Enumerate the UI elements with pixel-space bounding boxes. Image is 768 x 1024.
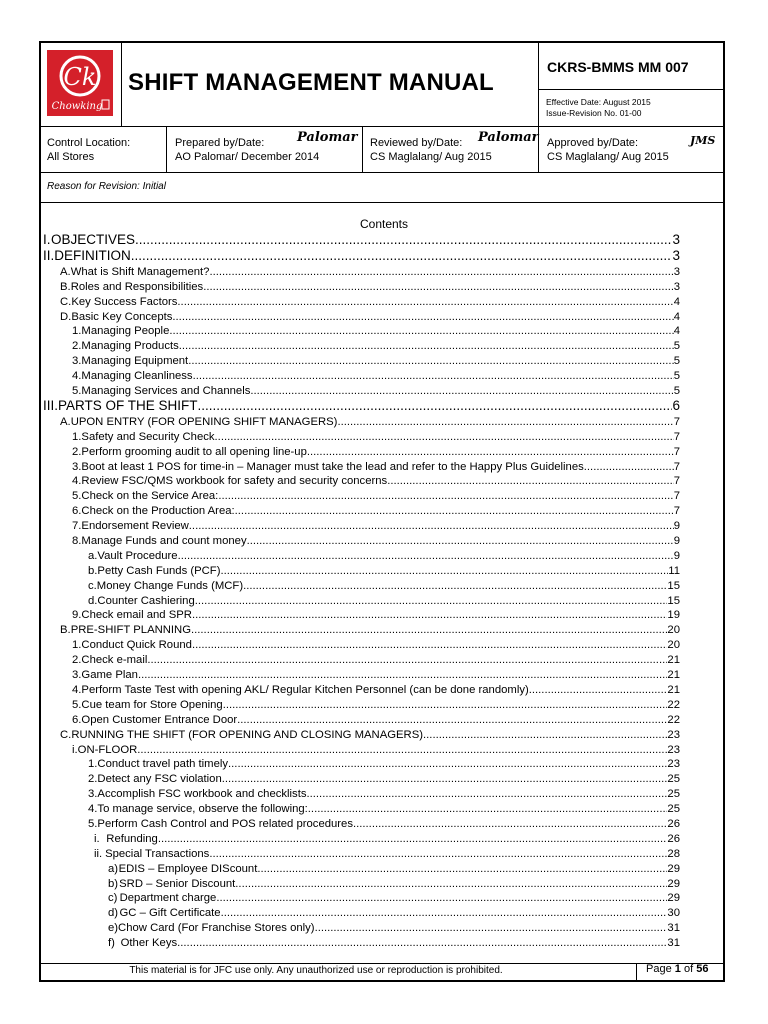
toc-leader-dots [308, 803, 668, 815]
toc-leader-dots [215, 431, 674, 443]
toc-leader-dots [220, 565, 668, 577]
toc-leader-dots [247, 535, 674, 547]
toc-entry-number: 1. [72, 430, 82, 443]
toc-entry-page: 7 [673, 505, 680, 518]
toc-entry[interactable] [43, 800, 680, 815]
toc-entry[interactable] [43, 547, 680, 562]
toc-entry-number: 3. [88, 788, 98, 801]
toc-entry-page: 3 [673, 265, 680, 278]
toc-entry[interactable] [43, 532, 680, 547]
prepared-by-label: Prepared by/Date: [175, 137, 265, 149]
divider [538, 42, 539, 126]
toc-entry-label: Refunding [106, 832, 158, 845]
toc-entry-label: Department charge [119, 892, 217, 905]
toc-leader-dots [147, 654, 667, 666]
toc-entry[interactable] [43, 577, 680, 592]
toc-entry-label: Other Keys [120, 937, 178, 950]
toc-entry-page: 9 [673, 535, 680, 548]
control-location-value: All Stores [47, 151, 95, 163]
toc-entry-number: C. [60, 728, 72, 741]
toc-entry-page: 21 [667, 654, 680, 667]
toc-entry-number: 5. [88, 817, 98, 830]
toc-entry-number: II. [43, 248, 55, 263]
toc-entry-page: 7 [673, 490, 680, 503]
page-of: of [683, 963, 694, 975]
issue-revision: Issue-Revision No. 01-00 [546, 108, 642, 118]
toc-entry-page: 9 [673, 520, 680, 533]
toc-entry-label: To manage service, observe the following: [97, 803, 308, 816]
toc-entry-label: UPON ENTRY (FOR OPENING SHIFT MANAGERS) [70, 415, 338, 428]
toc-leader-dots [169, 325, 673, 337]
toc-entry-label: GC – Gift Certificate [119, 907, 221, 920]
toc-entry-page: 31 [667, 922, 680, 935]
toc-entry-page: 5 [673, 385, 680, 398]
toc-entry[interactable] [43, 621, 680, 636]
toc-entry-number: C. [60, 295, 72, 308]
toc-entry-number: 2. [72, 445, 82, 458]
toc-leader-dots [192, 639, 667, 651]
toc-leader-dots [250, 385, 673, 397]
toc-leader-dots [209, 848, 667, 860]
toc-entry[interactable] [43, 785, 680, 800]
toc-entry[interactable] [43, 696, 680, 711]
contents-title: Contents [359, 217, 409, 231]
logo-text: Ck [63, 63, 97, 91]
toc-leader-dots [198, 398, 673, 413]
toc-entry[interactable] [43, 323, 680, 338]
toc-entry[interactable] [43, 636, 680, 651]
toc-entry-number: 3. [72, 669, 82, 682]
toc-entry-label: PRE-SHIFT PLANNING [70, 624, 191, 637]
toc-entry-page: 26 [667, 817, 680, 830]
divider [121, 42, 122, 126]
toc-entry-number: 3. [72, 355, 82, 368]
chowking-logo [47, 50, 113, 116]
toc-entry-page: 4 [673, 295, 680, 308]
toc-entry[interactable] [43, 443, 680, 458]
toc-leader-dots [228, 758, 667, 770]
toc-entry-page: 5 [673, 370, 680, 383]
toc-entry[interactable] [43, 247, 680, 263]
toc-entry-number: A. [60, 265, 71, 278]
toc-entry-number: d) [108, 907, 119, 920]
toc-entry-page: 29 [667, 862, 680, 875]
toc-entry[interactable] [43, 726, 680, 741]
toc-entry-page: 3 [672, 232, 680, 247]
toc-entry-label: EDIS – Employee DIScount [118, 862, 258, 875]
toc-entry-page: 7 [673, 475, 680, 488]
toc-entry-page: 25 [667, 803, 680, 816]
toc-entry-page: 3 [673, 280, 680, 293]
toc-leader-dots [353, 818, 667, 830]
toc-entry-page: 7 [673, 460, 680, 473]
toc-entry-number: III. [43, 398, 59, 414]
document-title: SHIFT MANAGEMENT MANUAL [128, 69, 494, 96]
toc-leader-dots [193, 370, 674, 382]
approved-signature: JMS [690, 134, 716, 147]
toc-entry-label: Roles and Responsibilities [70, 280, 204, 293]
toc-entry-page: 5 [673, 355, 680, 368]
toc-entry-number: e) [108, 922, 119, 935]
toc-entry-number: a. [88, 549, 98, 562]
toc-entry[interactable] [43, 666, 680, 681]
toc-entry[interactable] [43, 741, 680, 756]
toc-leader-dots [195, 595, 668, 607]
toc-leader-dots [237, 714, 667, 726]
toc-entry-number: a) [108, 862, 119, 875]
toc-entry-number: 6. [72, 713, 82, 726]
toc-leader-dots [221, 907, 668, 919]
toc-entry[interactable] [43, 830, 680, 845]
toc-entry[interactable] [43, 502, 680, 517]
toc-entry-label: Managing Services and Channels [81, 385, 251, 398]
toc-leader-dots [584, 461, 674, 473]
toc-entry-number: B. [60, 624, 71, 637]
toc-entry-number: 5. [72, 490, 82, 503]
toc-entry-label: Endorsement Review [81, 520, 189, 533]
toc-entry-number: c. [88, 579, 97, 592]
toc-entry[interactable] [43, 562, 680, 577]
toc-entry-page: 29 [667, 877, 680, 890]
toc-leader-dots [307, 446, 674, 458]
reviewed-by-value: CS Maglalang/ Aug 2015 [370, 151, 492, 163]
toc-entry[interactable] [43, 815, 680, 830]
toc-entry-number: I. [43, 232, 51, 247]
table-of-contents [43, 231, 680, 949]
toc-entry-label: Manage Funds and count money [81, 535, 247, 548]
toc-entry-number: d. [88, 594, 98, 607]
toc-leader-dots [337, 416, 673, 428]
toc-entry-label: Open Customer Entrance Door [81, 713, 238, 726]
toc-leader-dots [243, 580, 667, 592]
toc-entry-page: 20 [667, 639, 680, 652]
toc-entry[interactable] [43, 756, 680, 771]
toc-entry-label: Perform Taste Test with opening AKL/ Regular Kitchen Personnel (can be done randomly) [81, 683, 529, 696]
document-code: CKRS-BMMS MM 007 [547, 59, 689, 75]
toc-leader-dots [188, 355, 674, 367]
toc-entry[interactable] [43, 397, 680, 413]
toc-entry-number: 4. [72, 475, 82, 488]
divider [362, 126, 363, 172]
toc-entry-label: Petty Cash Funds (PCF) [97, 564, 221, 577]
effective-date: Effective Date: August 2015 [546, 97, 651, 107]
toc-entry-page: 23 [667, 743, 680, 756]
toc-entry-page: 3 [672, 248, 680, 263]
toc-entry-page: 20 [667, 624, 680, 637]
toc-entry-label: Basic Key Concepts [71, 310, 173, 323]
prepared-by-value: AO Palomar/ December 2014 [175, 151, 320, 163]
toc-leader-dots [307, 788, 668, 800]
logo-word: Chowking [51, 101, 103, 112]
toc-entry-label: What is Shift Management? [70, 265, 210, 278]
reviewed-signature: Palomar [478, 130, 539, 145]
toc-leader-dots [189, 520, 674, 532]
toc-leader-dots [235, 505, 674, 517]
toc-entry[interactable] [43, 651, 680, 666]
toc-leader-dots [192, 609, 667, 621]
toc-entry-label: Boot at least 1 POS for time-in – Manager must take the lead and refer to the Happy Plus Guidelines [81, 460, 584, 473]
toc-leader-dots [172, 311, 673, 323]
toc-entry-label: RUNNING THE SHIFT (FOR OPENING AND CLOSING MANAGERS) [71, 728, 424, 741]
toc-entry-page: 6 [672, 398, 680, 414]
divider [40, 202, 725, 203]
toc-entry[interactable] [43, 352, 680, 367]
toc-entry[interactable] [43, 382, 680, 397]
toc-leader-dots [222, 773, 668, 785]
toc-leader-dots [177, 296, 673, 308]
toc-entry-label: Check email and SPR [81, 609, 192, 622]
toc-leader-dots [138, 669, 667, 681]
toc-entry-number: 1. [72, 639, 82, 652]
toc-entry[interactable] [43, 770, 680, 785]
toc-entry-number: 4. [72, 683, 82, 696]
toc-entry-label: Managing Equipment [81, 355, 189, 368]
toc-entry[interactable] [43, 308, 680, 323]
toc-entry[interactable] [43, 487, 680, 502]
page-number [646, 963, 708, 975]
toc-entry[interactable] [43, 890, 680, 905]
toc-entry-label: Accomplish FSC workbook and checklists [97, 788, 307, 801]
divider [636, 963, 637, 982]
toc-entry-page: 15 [667, 594, 680, 607]
toc-leader-dots [216, 892, 667, 904]
toc-entry[interactable] [43, 592, 680, 607]
toc-entry[interactable] [43, 278, 680, 293]
toc-entry-number: 5. [72, 385, 82, 398]
toc-entry-page: 9 [673, 549, 680, 562]
toc-entry-number: 9. [72, 609, 82, 622]
toc-entry-label: Key Success Factors [71, 295, 178, 308]
approved-by-value: CS Maglalang/ Aug 2015 [547, 151, 669, 163]
toc-entry-number: 7. [72, 520, 82, 533]
toc-entry-label: Perform grooming audit to all opening line-up [81, 445, 307, 458]
toc-entry-label: Conduct travel path timely [97, 758, 229, 771]
toc-leader-dots [178, 550, 674, 562]
toc-leader-dots [179, 340, 674, 352]
toc-entry[interactable] [43, 231, 680, 247]
toc-entry-page: 25 [667, 773, 680, 786]
toc-entry-label: Managing Cleanliness [81, 370, 193, 383]
toc-entry-number: 2. [88, 773, 98, 786]
control-location-label: Control Location: [47, 137, 131, 149]
toc-entry-label: ON-FLOOR [77, 743, 138, 756]
toc-leader-dots [529, 684, 668, 696]
reviewed-by-label: Reviewed by/Date: [370, 137, 463, 149]
toc-entry-number: 1. [88, 758, 98, 771]
toc-entry-number: b) [108, 877, 119, 890]
toc-entry-page: 19 [667, 609, 680, 622]
divider [40, 126, 725, 127]
toc-entry-label: Game Plan [81, 669, 138, 682]
logo-icon [47, 50, 113, 116]
toc-entry[interactable] [43, 681, 680, 696]
toc-entry-page: 23 [667, 728, 680, 741]
toc-entry-label: OBJECTIVES [50, 232, 135, 247]
divider [166, 126, 167, 172]
toc-leader-dots [387, 475, 674, 487]
toc-entry[interactable] [43, 458, 680, 473]
toc-entry-number: 8. [72, 535, 82, 548]
toc-leader-dots [218, 490, 673, 502]
toc-entry-page: 15 [667, 579, 680, 592]
toc-entry[interactable] [43, 517, 680, 532]
toc-entry-label: Managing People [81, 325, 170, 338]
toc-entry-number: 1. [72, 325, 82, 338]
toc-entry-label: Cue team for Store Opening [81, 698, 223, 711]
toc-entry-page: 4 [673, 310, 680, 323]
toc-entry-number: D. [60, 310, 72, 323]
toc-entry[interactable] [43, 860, 680, 875]
toc-entry[interactable] [43, 875, 680, 890]
toc-entry-label: Managing Products [81, 340, 179, 353]
toc-entry-page: 22 [667, 698, 680, 711]
toc-entry-number: ii. [94, 847, 103, 860]
divider [40, 963, 725, 964]
toc-leader-dots [135, 232, 672, 247]
prepared-signature: Palomar [297, 130, 358, 145]
toc-entry-page: 28 [667, 847, 680, 860]
toc-leader-dots [235, 878, 667, 890]
toc-entry[interactable] [43, 337, 680, 352]
toc-entry-label: Counter Cashiering [97, 594, 195, 607]
toc-leader-dots [423, 729, 667, 741]
toc-entry-number: 4. [88, 803, 98, 816]
toc-entry[interactable] [43, 263, 680, 278]
toc-entry[interactable] [43, 293, 680, 308]
toc-entry-page: 25 [667, 788, 680, 801]
toc-entry[interactable] [43, 904, 680, 919]
toc-entry-number: 2. [72, 340, 82, 353]
page-current: 1 [674, 963, 681, 975]
toc-entry-label: Conduct Quick Round [81, 639, 192, 652]
toc-entry-page: 26 [667, 832, 680, 845]
toc-entry-number: i. [72, 743, 78, 756]
toc-entry-label: Perform Cash Control and POS related procedures [97, 817, 353, 830]
toc-entry-number: 2. [72, 654, 82, 667]
toc-entry[interactable] [43, 413, 680, 428]
toc-entry-page: 7 [673, 415, 680, 428]
toc-leader-dots [203, 281, 674, 293]
toc-leader-dots [257, 863, 667, 875]
toc-entry-number: 5. [72, 698, 82, 711]
page-total: 56 [696, 963, 709, 975]
toc-entry-page: 7 [673, 445, 680, 458]
toc-entry-page: 4 [673, 325, 680, 338]
toc-entry-label: DEFINITION [54, 248, 131, 263]
toc-entry-page: 11 [668, 564, 680, 577]
footer-notice: This material is for JFC use only. Any unauthorized use or reproduction is prohibited. [129, 965, 503, 976]
toc-entry-label: Check on the Service Area: [81, 490, 219, 503]
toc-entry-label: Review FSC/QMS workbook for safety and security concerns [81, 475, 388, 488]
revision-reason: Reason for Revision: Initial [47, 181, 166, 192]
toc-entry-number: 4. [72, 370, 82, 383]
toc-entry-page: 31 [667, 937, 680, 950]
toc-entry-number: 3. [72, 460, 82, 473]
toc-entry[interactable] [43, 367, 680, 382]
toc-leader-dots [209, 266, 673, 278]
toc-entry-number: i. [94, 832, 100, 845]
toc-leader-dots [315, 922, 668, 934]
toc-entry-label: Chow Card (For Franchise Stores only) [118, 922, 315, 935]
toc-entry-page: 23 [667, 758, 680, 771]
toc-entry-page: 22 [667, 713, 680, 726]
toc-leader-dots [223, 699, 668, 711]
toc-entry-page: 29 [667, 892, 680, 905]
toc-entry-number: A. [60, 415, 71, 428]
toc-entry-label: Check on the Production Area: [81, 505, 235, 518]
toc-entry-page: 7 [673, 430, 680, 443]
toc-entry-label: SRD – Senior Discount [119, 877, 236, 890]
toc-entry-label: Special Transactions [105, 847, 210, 860]
toc-entry-page: 21 [667, 683, 680, 696]
toc-leader-dots [191, 624, 667, 636]
toc-entry[interactable] [43, 473, 680, 488]
toc-entry-number: c) [108, 892, 118, 905]
toc-leader-dots [131, 248, 673, 263]
toc-entry[interactable] [43, 428, 680, 443]
toc-leader-dots [177, 937, 667, 949]
toc-leader-dots [137, 744, 667, 756]
toc-leader-dots [158, 833, 668, 845]
page-prefix: Page [646, 963, 672, 975]
toc-entry[interactable] [43, 607, 680, 622]
toc-entry-page: 30 [667, 907, 680, 920]
toc-entry-number: B. [60, 280, 71, 293]
divider [538, 89, 724, 90]
toc-entry[interactable] [43, 845, 680, 860]
toc-entry[interactable] [43, 711, 680, 726]
approved-by-label: Approved by/Date: [547, 137, 639, 149]
toc-entry-label: Vault Procedure [97, 549, 178, 562]
toc-entry-number: 6. [72, 505, 82, 518]
toc-entry-label: Safety and Security Check [81, 430, 215, 443]
toc-entry-label: Check e-mail [81, 654, 148, 667]
toc-entry-page: 5 [673, 340, 680, 353]
toc-entry-label: Detect any FSC violation [97, 773, 222, 786]
toc-entry-number: f) [108, 937, 115, 950]
toc-entry-label: PARTS OF THE SHIFT [58, 398, 198, 414]
divider [40, 172, 725, 173]
toc-entry[interactable] [43, 934, 680, 949]
toc-entry[interactable] [43, 919, 680, 934]
toc-entry-label: Money Change Funds (MCF) [96, 579, 244, 592]
toc-entry-number: b. [88, 564, 98, 577]
toc-entry-page: 21 [667, 669, 680, 682]
